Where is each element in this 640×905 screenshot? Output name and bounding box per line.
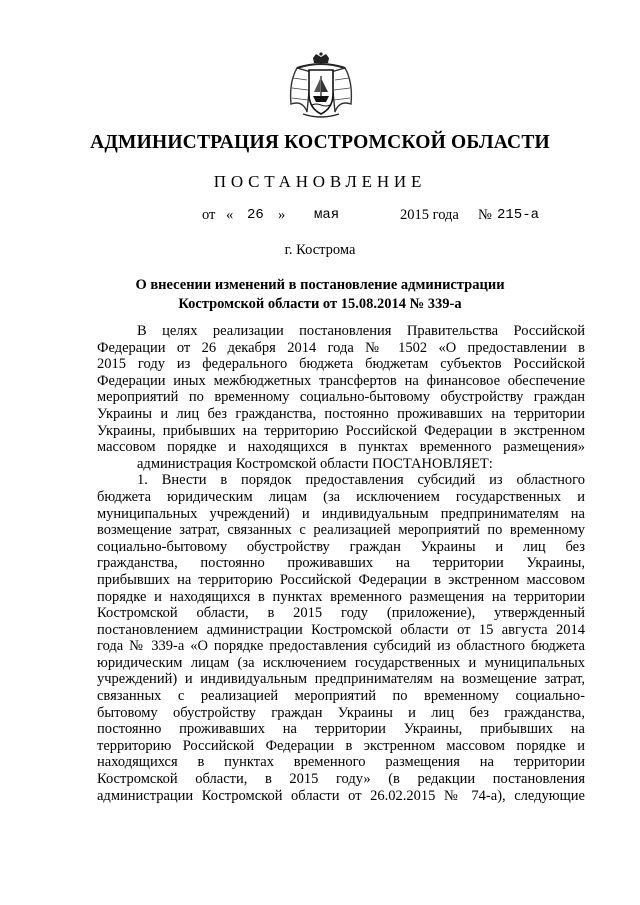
body-line: связанных с реализацией мероприятий по временному социально- [97,688,585,705]
subject-line-1: О внесении изменений в постановление администрации [135,277,505,293]
body-line: Федерации от 26 декабря 2014 года № 1502 «О предоставлении в [97,339,585,356]
body-line: бюджета юридическим лицам (за исключением государственных и [97,488,585,505]
body-line: бытовому обустройству граждан Украины и лиц без гражданства, [97,704,585,721]
document-number-sign: № [478,207,492,223]
document-subject [0,276,640,314]
body-line: находящихся в пунктах временного размещения на территории [97,754,585,771]
body-line: юридическим лицам (за исключением государственных и муниципальных [97,654,585,671]
body-line: муниципальных учреждений) и индивидуальным предпринимателям на [97,505,585,522]
body-line: 2015 году из федерального бюджета бюджетам субъектов Российской [97,356,585,373]
date-year: 2015 года [400,207,459,223]
body-line: социально-бытовому обустройству граждан Украины и лиц без [97,538,585,555]
body-line: Украины, прибывших на территорию Российской Федерации в экстренном [97,422,585,439]
date-prefix: от [202,207,216,223]
date-day: 26 [247,207,264,223]
date-open-quote: « [226,207,234,223]
body-line: возмещение затрат, связанных с реализацией мероприятий по временному [97,522,585,539]
city-line: г. Кострома [284,242,356,258]
body-line: прибывших на территорию Российской Федерации в экстренном массовом [97,571,585,588]
date-month: мая [314,207,340,223]
body-line: Федерации иных межбюджетных трансфертов на финансовое обеспечение [97,372,585,389]
body-line: гражданства, постоянно проживавших на территории Украины, [97,555,585,572]
body-line: года № 339-а «О порядке предоставления субсидий из областного бюджета [97,638,585,655]
body-line: Костромской области, в 2015 году» (в редакции постановления [97,771,585,788]
body-line: территорию Российской Федерации в экстренном массовом порядке и [97,737,585,754]
body-line: массовом порядке и находящихся в пунктах временного размещения» [97,439,585,456]
body-line: постоянно проживавших на территории Украины, прибывших на [97,721,585,738]
body-line: учреждений) и индивидуальным предпринимателям на возмещение затрат, [97,671,585,688]
date-line [0,207,640,229]
body-line: мероприятий по временному социально-бытовому обустройству граждан [97,389,585,406]
organization-title: АДМИНИСТРАЦИЯ КОСТРОМСКОЙ ОБЛАСТИ [90,132,550,153]
body-line: постановлением администрации Костромской области от 15 августа 2014 [97,621,585,638]
document-type-heading: ПОСТАНОВЛЕНИЕ [213,172,427,191]
date-close-quote: » [278,207,286,223]
subject-line-2: Костромской области от 15.08.2014 № 339-а [178,296,462,312]
document-number: 215-а [497,207,540,223]
document-body [97,323,585,804]
body-line: администрации Костромской области от 26.02.2015 № 74-а), следующие [97,787,585,804]
body-line: администрация Костромской области ПОСТАНОВЛЯЕТ: [137,455,493,472]
body-line: 1. Внести в порядок предоставления субсидий из областного [137,472,585,489]
body-line: порядке и находящихся в пунктах временного размещения на территории [97,588,585,605]
body-line: Украины и лиц без гражданства, постоянно проживавших на территории [97,405,585,422]
body-line: В целях реализации постановления Правительства Российской [137,323,585,339]
body-line: Костромской области, в 2015 году (приложение), утвержденный [97,605,585,622]
coat-of-arms-emblem [283,52,359,120]
